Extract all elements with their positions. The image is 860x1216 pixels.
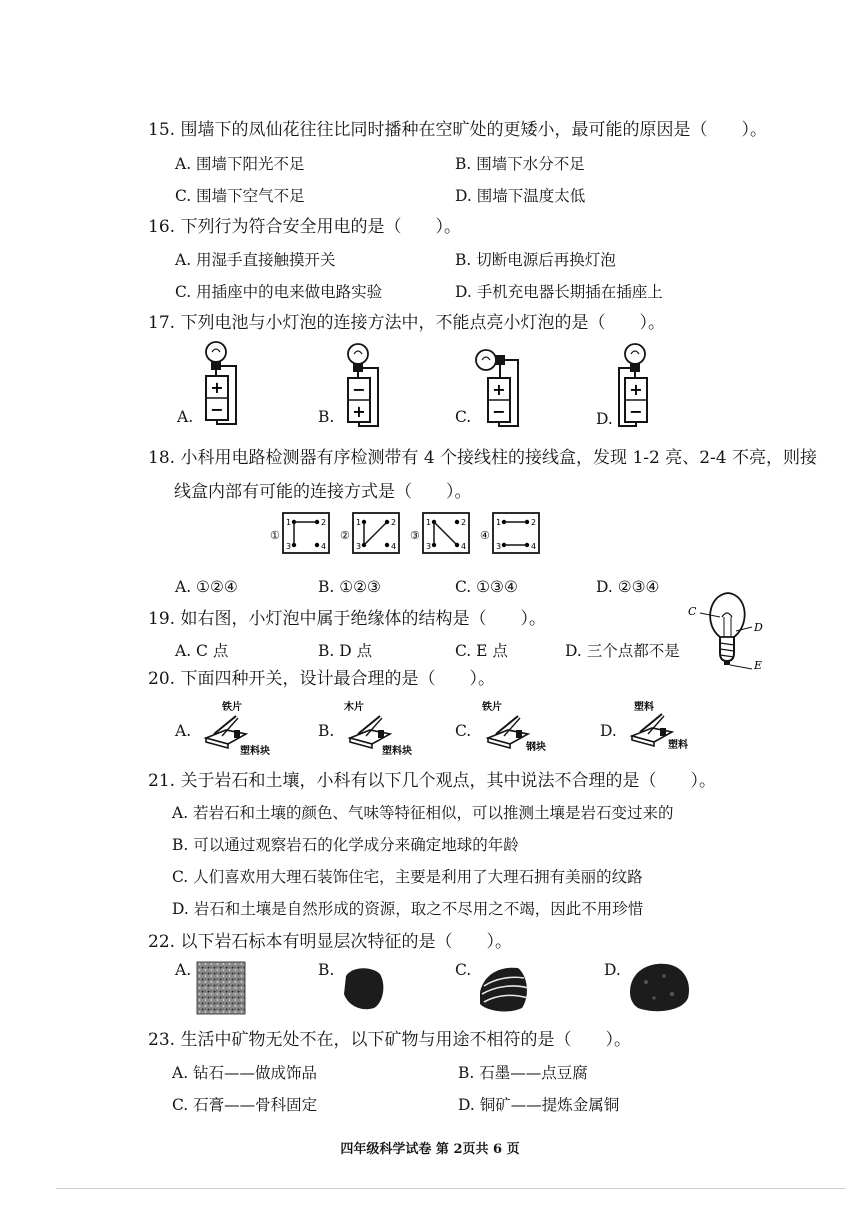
q18-option-b[interactable]: B. ①②③ bbox=[318, 578, 381, 596]
battery-plus-sign: + bbox=[492, 380, 506, 399]
q17-option-b[interactable]: B. bbox=[318, 408, 335, 426]
terminal-3: 3 bbox=[356, 542, 362, 551]
question-19: 19. 如右图，小灯泡中属于绝缘体的结构是（ ）。 bbox=[148, 609, 546, 629]
question-18-line-1: 18. 小科用电路检测器有序检测带有 4 个接线柱的接线盒，发现 1-2 亮、2-4 不亮，则接 bbox=[148, 448, 818, 468]
rock-specimen-b bbox=[338, 962, 388, 1014]
terminal-4: 4 bbox=[321, 542, 327, 551]
label-e: E bbox=[754, 659, 763, 671]
terminal-1: 1 bbox=[356, 518, 362, 527]
terminal-1: 1 bbox=[426, 518, 432, 527]
question-21: 21. 关于岩石和土壤，小科有以下几个观点，其中说法不合理的是（ ）。 bbox=[148, 771, 716, 791]
q22-option-c[interactable]: C. bbox=[455, 961, 472, 979]
terminal-4: 4 bbox=[391, 542, 397, 551]
junction-box-figures bbox=[268, 507, 548, 561]
junction-box-1 bbox=[270, 513, 329, 553]
battery-minus-sign: − bbox=[492, 402, 506, 421]
q19-option-a[interactable]: A. C 点 bbox=[175, 642, 229, 660]
q18-option-d[interactable]: D. ②③④ bbox=[596, 578, 660, 596]
q15-option-c[interactable]: C. 围墙下空气不足 bbox=[175, 187, 305, 205]
q22-option-d[interactable]: D. bbox=[604, 961, 621, 979]
terminal-3: 3 bbox=[426, 542, 432, 551]
q18-option-a[interactable]: A. ①②④ bbox=[175, 578, 238, 596]
question-17: 17. 下列电池与小灯泡的连接方法中，不能点亮小灯泡的是（ ）。 bbox=[148, 313, 665, 333]
q21-option-c[interactable]: C. 人们喜欢用大理石装饰住宅，主要是利用了大理石拥有美丽的纹路 bbox=[172, 868, 643, 886]
q21-option-d[interactable]: D. 岩石和土壤是自然形成的资源，取之不尽用之不竭，因此不用珍惜 bbox=[172, 900, 644, 918]
q17-option-a[interactable]: A. bbox=[177, 408, 194, 426]
battery-bulb-figure-d bbox=[615, 340, 665, 430]
battery-plus-sign: + bbox=[629, 380, 643, 399]
q16-option-a[interactable]: A. 用湿手直接触摸开关 bbox=[175, 251, 336, 269]
terminal-4: 4 bbox=[461, 542, 467, 551]
q23-option-d[interactable]: D. 铜矿——提炼金属铜 bbox=[458, 1096, 620, 1114]
switch-a-bottom-label: 塑料块 bbox=[240, 746, 270, 757]
q21-option-a[interactable]: A. 若岩石和土壤的颜色、气味等特征相似，可以推测土壤是岩石变过来的 bbox=[172, 804, 674, 822]
switch-figure-a bbox=[192, 700, 282, 758]
q23-option-a[interactable]: A. 钻石——做成饰品 bbox=[172, 1064, 318, 1082]
question-16: 16. 下列行为符合安全用电的是（ ）。 bbox=[148, 217, 461, 237]
switch-b-bottom-label: 塑料块 bbox=[382, 746, 412, 757]
switch-a-top-label: 铁片 bbox=[222, 702, 242, 713]
q20-option-b[interactable]: B. bbox=[318, 722, 335, 740]
terminal-3: 3 bbox=[496, 542, 502, 551]
q21-option-b[interactable]: B. 可以通过观察岩石的化学成分来确定地球的年龄 bbox=[172, 836, 519, 854]
battery-minus-sign: − bbox=[210, 400, 224, 419]
q23-option-c[interactable]: C. 石膏——骨科固定 bbox=[172, 1096, 318, 1114]
q16-option-c[interactable]: C. 用插座中的电来做电路实验 bbox=[175, 283, 383, 301]
box-mark-2: ② bbox=[340, 529, 350, 542]
battery-minus-sign: − bbox=[629, 402, 643, 421]
switch-figure-b bbox=[336, 700, 426, 758]
terminal-2: 2 bbox=[391, 518, 397, 527]
terminal-1: 1 bbox=[496, 518, 502, 527]
rock-specimen-d bbox=[624, 958, 696, 1016]
battery-bulb-figure-c bbox=[472, 342, 528, 432]
switch-b-top-label: 木片 bbox=[344, 702, 364, 713]
page-footer: 四年级科学试卷 第 2页共 6 页 bbox=[340, 1142, 520, 1157]
junction-box-2 bbox=[340, 513, 399, 553]
battery-plus-sign: + bbox=[352, 402, 366, 421]
label-c: C bbox=[688, 605, 697, 618]
q17-option-c[interactable]: C. bbox=[455, 408, 472, 426]
battery-bulb-figure-a bbox=[196, 338, 246, 428]
battery-plus-sign: + bbox=[210, 378, 224, 397]
q22-option-a[interactable]: A. bbox=[175, 961, 192, 979]
q20-option-c[interactable]: C. bbox=[455, 722, 472, 740]
terminal-2: 2 bbox=[321, 518, 327, 527]
q22-option-b[interactable]: B. bbox=[318, 961, 335, 979]
q16-option-d[interactable]: D. 手机充电器长期插在插座上 bbox=[455, 283, 663, 301]
rock-specimen-c bbox=[474, 962, 534, 1016]
terminal-4: 4 bbox=[531, 542, 537, 551]
junction-box-3 bbox=[410, 513, 469, 553]
terminal-3: 3 bbox=[286, 542, 292, 551]
question-18-line-2: 线盒内部有可能的连接方式是（ ）。 bbox=[174, 482, 472, 502]
q15-option-d[interactable]: D. 围墙下温度太低 bbox=[455, 187, 586, 205]
switch-c-bottom-label: 钢块 bbox=[526, 742, 546, 753]
q15-option-a[interactable]: A. 围墙下阳光不足 bbox=[175, 155, 305, 173]
question-23: 23. 生活中矿物无处不在，以下矿物与用途不相符的是（ ）。 bbox=[148, 1030, 631, 1050]
q15-option-b[interactable]: B. 围墙下水分不足 bbox=[455, 155, 585, 173]
label-d: D bbox=[754, 621, 763, 634]
switch-c-top-label: 铁片 bbox=[482, 702, 502, 713]
box-mark-4: ④ bbox=[480, 529, 490, 542]
q20-option-a[interactable]: A. bbox=[175, 722, 192, 740]
rock-specimen-a bbox=[195, 960, 247, 1016]
bottom-rule bbox=[56, 1188, 846, 1189]
battery-bulb-figure-b bbox=[338, 340, 388, 430]
question-15: 15. 围墙下的凤仙花往往比同时播种在空旷处的更矮小，最可能的原因是（ ）。 bbox=[148, 120, 767, 140]
question-22: 22. 以下岩石标本有明显层次特征的是（ ）。 bbox=[148, 932, 512, 952]
bulb-structure-figure bbox=[684, 587, 774, 671]
q19-option-b[interactable]: B. D 点 bbox=[318, 642, 373, 660]
question-20: 20. 下面四种开关，设计最合理的是（ ）。 bbox=[148, 669, 495, 689]
q19-option-d[interactable]: D. 三个点都不是 bbox=[565, 642, 680, 660]
box-mark-3: ③ bbox=[410, 529, 420, 542]
terminal-1: 1 bbox=[286, 518, 292, 527]
q16-option-b[interactable]: B. 切断电源后再换灯泡 bbox=[455, 251, 616, 269]
q23-option-b[interactable]: B. 石墨——点豆腐 bbox=[458, 1064, 588, 1082]
junction-box-4 bbox=[480, 513, 539, 553]
terminal-2: 2 bbox=[531, 518, 537, 527]
box-mark-1: ① bbox=[270, 529, 280, 542]
terminal-2: 2 bbox=[461, 518, 467, 527]
switch-figure-d bbox=[622, 700, 712, 758]
q20-option-d[interactable]: D. bbox=[600, 722, 617, 740]
q19-option-c[interactable]: C. E 点 bbox=[455, 642, 508, 660]
q18-option-c[interactable]: C. ①③④ bbox=[455, 578, 518, 596]
switch-d-top-label: 塑料 bbox=[634, 702, 654, 713]
switch-d-bottom-label: 塑料 bbox=[668, 740, 688, 751]
switch-figure-c bbox=[474, 700, 564, 758]
battery-minus-sign: − bbox=[352, 380, 366, 399]
q17-option-d[interactable]: D. bbox=[596, 410, 613, 428]
